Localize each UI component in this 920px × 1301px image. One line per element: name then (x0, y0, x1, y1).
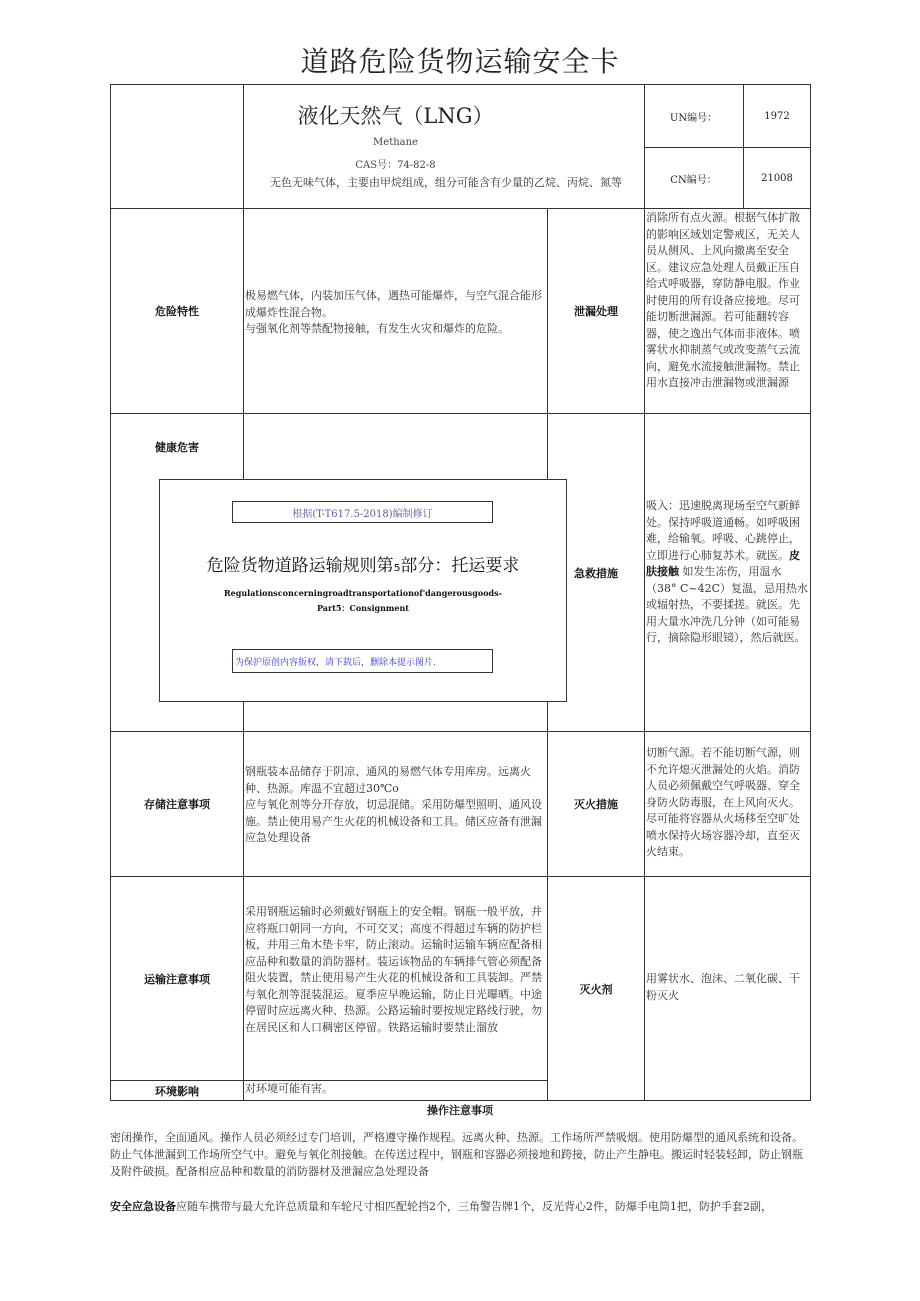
hazard-text-2: 与强氧化剂等禁配物接触，有发生火灾和爆炸的危险。 (245, 322, 509, 335)
operations-title: 操作注意事项 (427, 1104, 493, 1117)
hazard-text (245, 288, 545, 338)
cn-number-label: CN编号： (670, 174, 717, 186)
first-aid-text (646, 498, 809, 647)
transport-text: 采用钢瓶运输时必须戴好钢瓶上的安全帽。钢瓶一般平放，并应将瓶口朝同一方向，不可交叉；高度不得超过车辆的防护栏板，并用三角木垫卡牢，防止滚动。运输时运输车辆应配备相应品种和数量的消防器材。装运该物品的车辆排气管必须配备阻火装置，禁止使用易产生火花的机械设备和工具装卸。严禁与氧化剂等混装混运。夏季应早晚运输，防止日光曝晒。中途停留时应远离火种、热源。公路运输时要按规定路线行驶，勿在居民区和人口稠密区停留。铁路运输时要禁止溜放 (245, 905, 542, 1034)
fire-measures-text: 切断气源。若不能切断气源，则不允许熄灭泄漏处的火焰。消防人员必须佩戴空气呼吸器、穿全身防火防毒服，在上风向灭火。尽可能将容器从火场移至空旷处喷水保持火场容器冷却，直至灭火结束。 (646, 746, 800, 858)
overlay-english-line1: Regulationsconcerningroadtransportationof'dangerousgoods- (224, 588, 502, 598)
leak-label: 泄漏处理 (574, 305, 618, 318)
product-english-name: Methane (373, 137, 418, 148)
storage-label: 存储注意事项 (144, 798, 210, 811)
first-aid-skin: 如发生冻伤，用温水（38° C~42C）复温，忌用热水或辐射热，不要揉搓。就医。先用大量水冲洗几分钟（如可能易行，摘除隐形眼镜），然后就医。 (646, 565, 809, 644)
cn-number-value: 21008 (761, 172, 793, 184)
overlay-title: 危险货物道路运输规则第₅部分：托运要求 (206, 556, 520, 576)
first-aid-inhale: 吸入：迅速脱离现场至空气新鲜处。保持呼吸道通畅。如呼吸困难，给输氧。呼吸、心跳停止，立即进行心肺复苏术。就医。 (646, 499, 800, 562)
product-description: 无色无味气体，主要由甲烷组成，组分可能含有少量的乙烷、丙烷、氮等 (270, 176, 622, 189)
equipment-line (110, 1198, 820, 1214)
extinguisher-label: 灭火剂 (579, 982, 613, 996)
skin-contact-label: 皮肤接触 (646, 548, 800, 578)
un-number-value: 1972 (764, 110, 790, 122)
overlay-reference: 根据(T-T617.5-2018)编制修订 (232, 501, 493, 523)
hazard-text-1: 极易燃气体，内装加压气体，遇热可能爆炸，与空气混合能形成爆炸性混合物。 (245, 289, 542, 319)
storage-text (245, 764, 545, 847)
card-title: 道路危险货物运输安全卡 (300, 45, 620, 78)
extinguisher-text: 用雾状水、泡沫、二氧化碳、干粉灭火 (646, 972, 800, 1002)
environment-label: 环境影响 (155, 1084, 199, 1098)
fire-measures-label: 灭火措施 (574, 798, 618, 811)
un-number-label: UN编号： (669, 112, 718, 124)
first-aid-label: 急救措施 (574, 566, 618, 580)
equipment-label: 安全应急设备 (110, 1200, 176, 1213)
transport-label: 运输注意事项 (144, 972, 210, 986)
hazard-label: 危险特性 (155, 305, 199, 318)
equipment-text: 应随车携带与最大允许总质量和车轮尺寸相匹配轮挡2个，三角警告牌1个，反光背心2件，防爆手电筒1把，防护手套2副， (176, 1200, 772, 1213)
product-cas: CAS号：74-82-8 (355, 160, 436, 171)
overlay-english-line2: Part5：Consignment (317, 603, 409, 613)
storage-text-2: 应与氧化剂等分开存放，切忌混储。采用防爆型照明、通风设施。禁止使用易产生火花的机械设备和工具。储区应备有泄漏应急处理设备 (245, 798, 542, 844)
leak-text: 消除所有点火源。根据气体扩散的影响区域划定警戒区，无关人员从侧风、上风向撤离至安全区。建议应急处理人员戴正压自给式呼吸器，穿防静电服。作业时使用的所有设备应接地。尽可能切断泄漏源。若可能翻转容器，使之逸出气体而非液体。喷雾状水抑制蒸气或改变蒸气云流向，避免水流接触泄漏物。禁止用水直接冲击泄漏物或泄漏源 (646, 211, 800, 389)
environment-text: 对环境可能有害。 (245, 1082, 333, 1095)
storage-text-1: 钢瓶装本品储存于阴凉、通风的易燃气体专用库房。远离火种、热源。库温不宜超过30℃o (245, 765, 531, 795)
overlay-notice: 为保护原创内容版权，请下载后，删除本提示图片. (232, 649, 493, 673)
operations-text: 密闭操作，全面通风。操作人员必须经过专门培训，严格遵守操作规程。远离火种、热源。工作场所严禁吸烟。使用防爆型的通风系统和设备。防止气体泄漏到工作场所空气中。避免与氧化剂接触。在传送过程中，钢瓶和容器必须接地和跨接，防止产生静电。搬运时轻装轻卸，防止钢瓶及附件破损。配备相应品种和数量的消防器材及泄漏应急处理设备 (110, 1131, 803, 1178)
product-name: 液化天然气（LNG） (297, 104, 494, 128)
health-label: 健康危害 (155, 441, 199, 454)
